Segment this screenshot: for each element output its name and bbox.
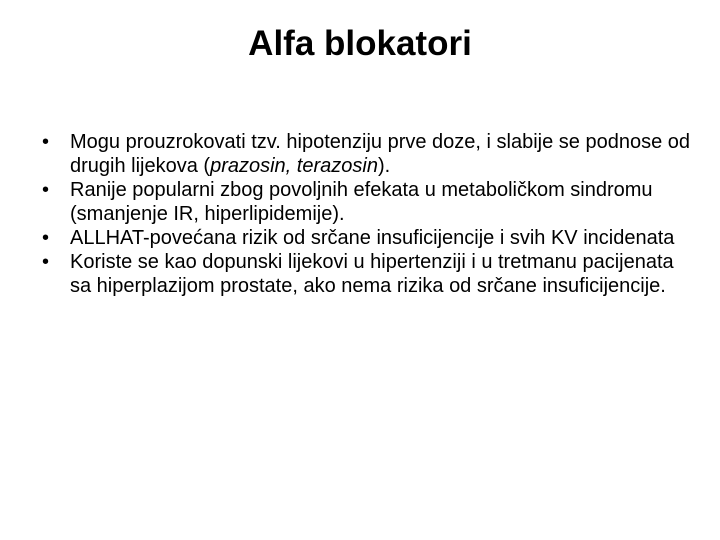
slide-title: Alfa blokatori — [248, 24, 472, 63]
bullet-marker: • — [42, 131, 50, 153]
bullet-list — [42, 130, 692, 298]
bullet-italic-text: prazosin, terazosin — [210, 155, 378, 177]
bullet-item-2 — [42, 178, 692, 226]
bullet-text: Mogu prouzrokovati tzv. hipotenziju prve doze, i slabije se podnose od drugih lijekova ( — [70, 131, 690, 177]
bullet-marker: • — [42, 179, 50, 201]
bullet-marker: • — [42, 251, 50, 273]
bullet-text: Koriste se kao dopunski lijekovi u hipertenziji i u tretmanu pacijenata sa hiperplazijom prostate, ako nema rizika od srčane insuficijencije. — [70, 251, 674, 297]
bullet-text: Ranije popularni zbog povoljnih efekata u metaboličkom sindromu (smanjenje IR, hiperlipidemije). — [70, 179, 653, 225]
bullet-text: ALLHAT-povećana rizik od srčane insuficijencije i svih KV incidenata — [70, 227, 675, 249]
bullet-item-1 — [42, 130, 692, 178]
bullet-item-3 — [42, 226, 692, 250]
bullet-item-4 — [42, 250, 692, 298]
bullet-marker: • — [42, 227, 50, 249]
bullet-text-tail: ). — [377, 155, 391, 177]
